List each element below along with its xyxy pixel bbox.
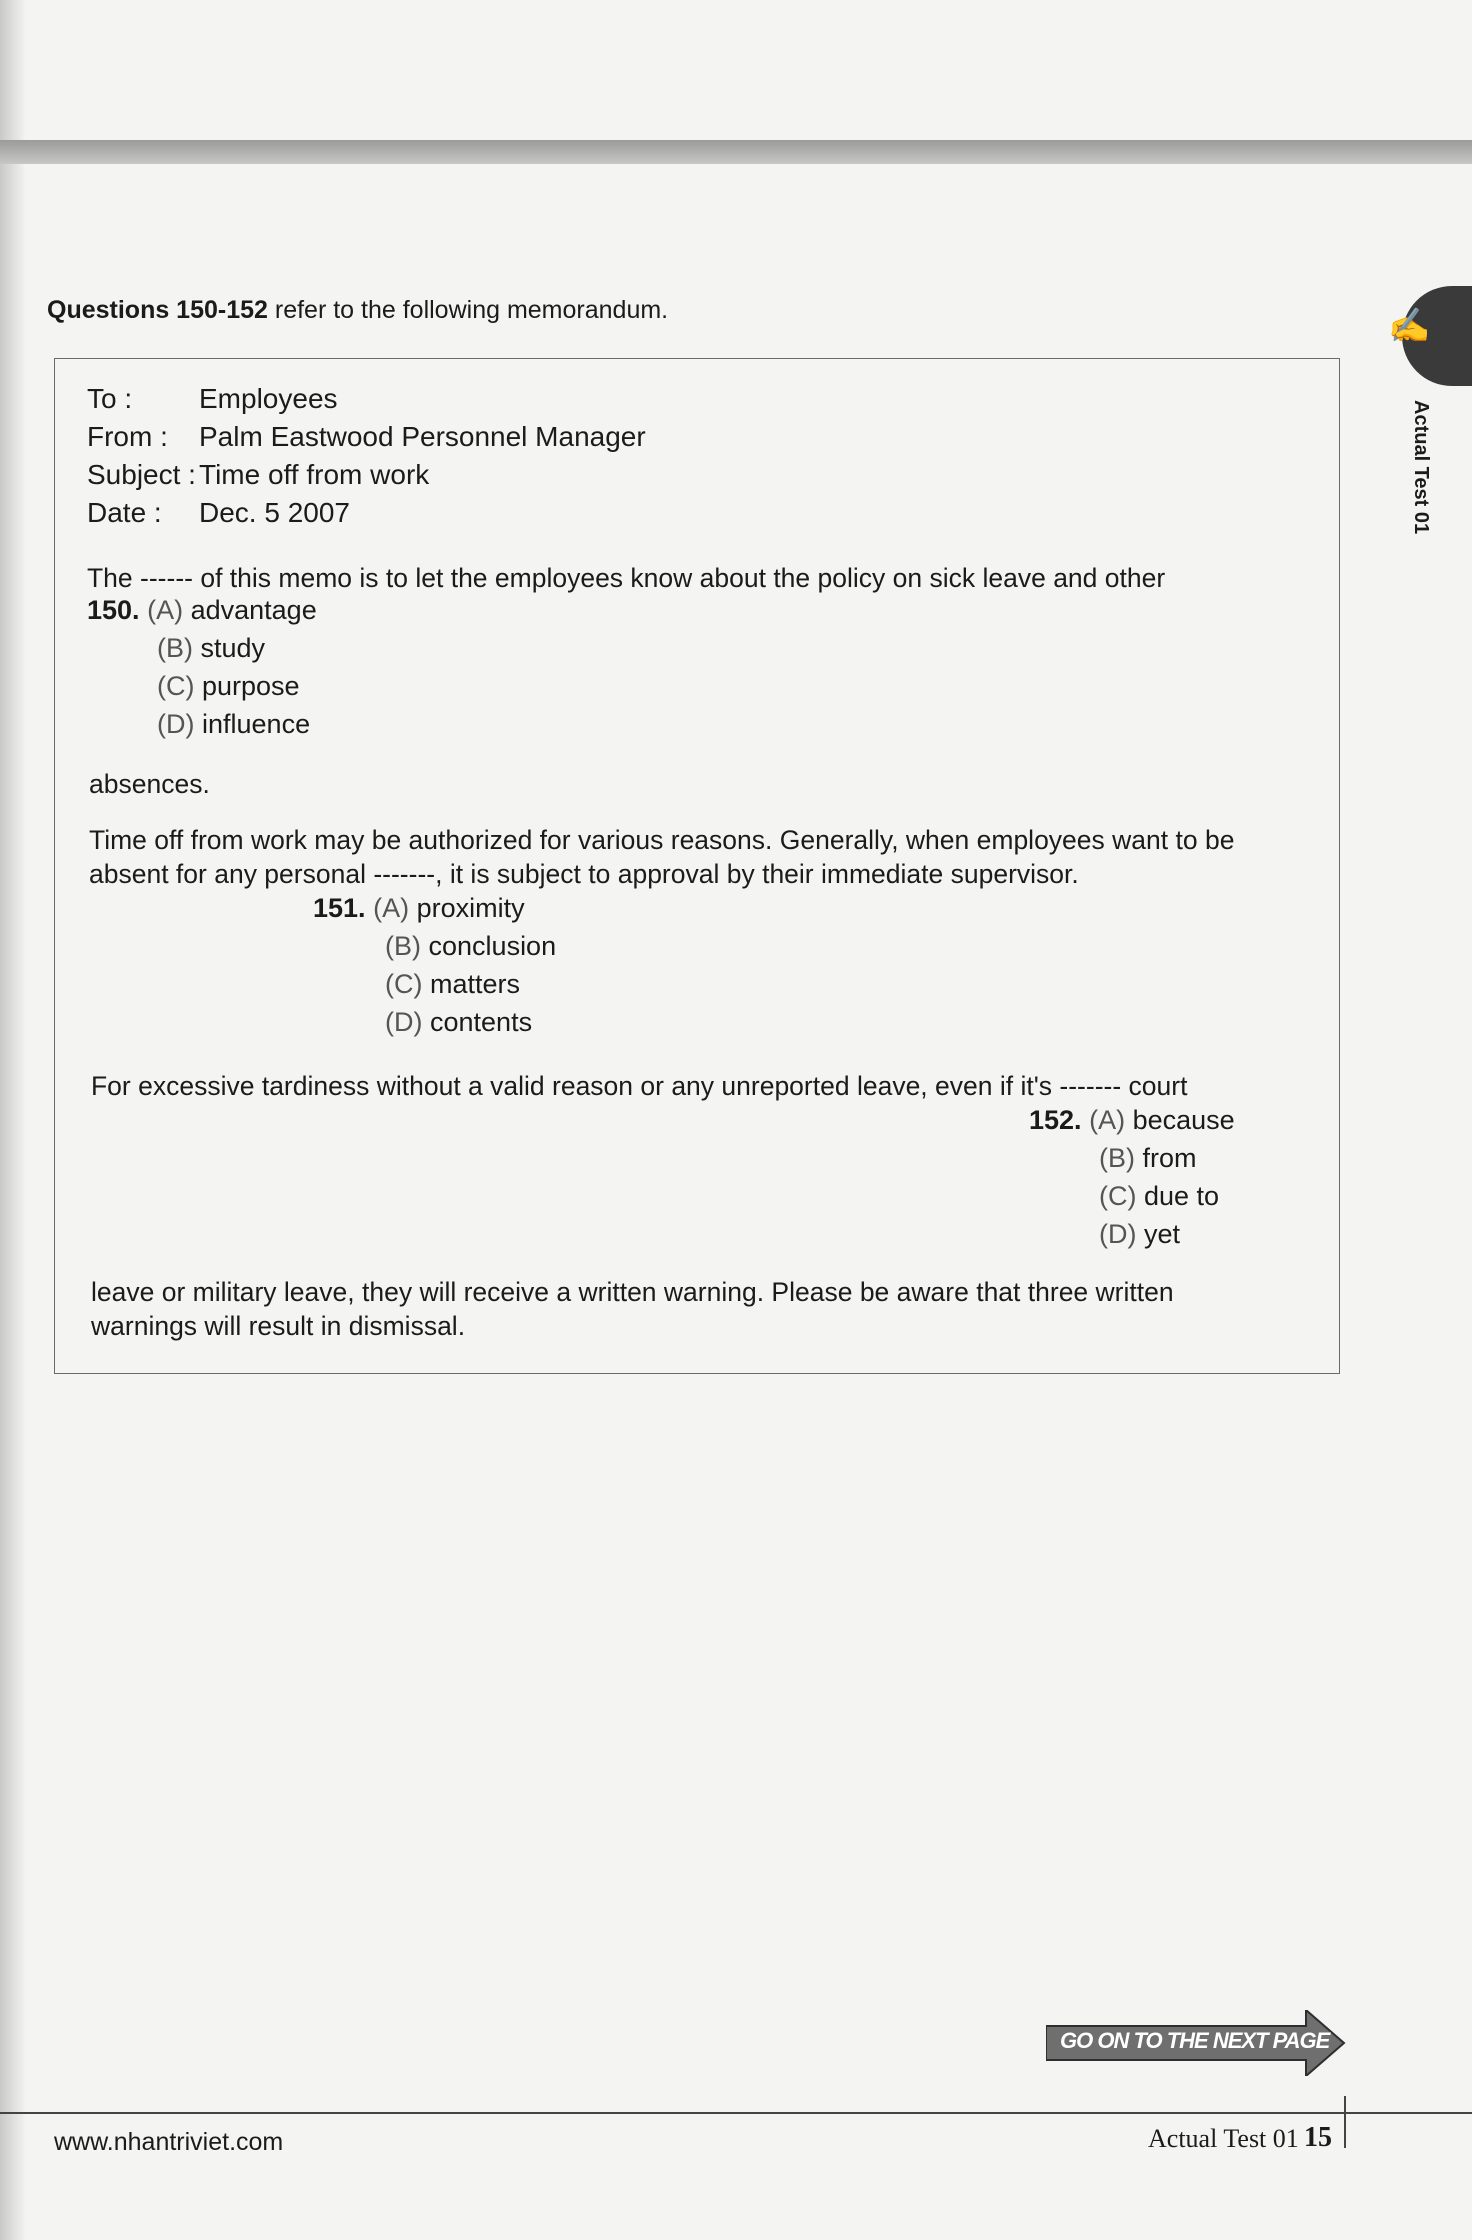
- memo-subject-value: Time off from work: [199, 459, 430, 490]
- paragraph-3-line-1: For excessive tardiness without a valid reason or any unreported leave, even if it's ------- court: [91, 1071, 1188, 1101]
- side-tab-label: Actual Test 01: [1410, 400, 1432, 535]
- mascot-icon: ✍: [1388, 307, 1431, 345]
- footer-url[interactable]: www.nhantriviet.com: [54, 2128, 284, 2156]
- memo-date-value: Dec. 5 2007: [199, 497, 350, 528]
- memo-subject-row: [87, 459, 430, 491]
- paragraph-2-line-2: absent for any personal -------, it is subject to approval by their immediate supervisor.: [89, 859, 1079, 889]
- next-page-label: GO ON TO THE NEXT PAGE: [1060, 2028, 1330, 2053]
- paragraph-1-line-1: The ------ of this memo is to let the employees know about the policy on sick leave and other: [87, 563, 1166, 593]
- footer-page-number: 15: [1304, 2122, 1332, 2153]
- question-150-number: 150.: [87, 595, 140, 625]
- question-152-option-a[interactable]: 152. (A) because: [1029, 1105, 1235, 1135]
- top-header-band: [0, 140, 1472, 164]
- question-151-option-c[interactable]: (C) matters: [385, 969, 521, 999]
- paragraph-3-line-3: warnings will result in dismissal.: [91, 1311, 466, 1341]
- question-151-number: 151.: [313, 893, 366, 923]
- questions-range: Questions 150-152: [47, 296, 268, 324]
- memo-date-row: [87, 497, 350, 529]
- paragraph-3-line-2: leave or military leave, they will receive a written warning. Please be aware that three written: [91, 1277, 1174, 1307]
- question-150-option-a[interactable]: 150. (A) advantage: [87, 595, 317, 625]
- memo-from-value: Palm Eastwood Personnel Manager: [199, 421, 646, 452]
- question-152-option-c[interactable]: (C) due to: [1099, 1181, 1220, 1211]
- memo-date-label: Date :: [87, 497, 162, 528]
- paragraph-1-line-2: absences.: [89, 769, 210, 799]
- question-151-option-a[interactable]: 151. (A) proximity: [313, 893, 525, 923]
- question-151-option-d[interactable]: (D) contents: [385, 1007, 533, 1037]
- paragraph-2-line-1: Time off from work may be authorized for various reasons. Generally, when employees want to be: [89, 825, 1235, 855]
- question-150-option-d[interactable]: (D) influence: [157, 709, 311, 739]
- footer-test-name: Actual Test 01: [1148, 2124, 1299, 2153]
- footer-tick: [1344, 2096, 1346, 2148]
- question-152-number: 152.: [1029, 1105, 1082, 1135]
- page-gutter-shadow: [0, 0, 26, 2240]
- footer-divider: [0, 2112, 1472, 2114]
- memo-to-label: To :: [87, 383, 133, 414]
- question-151-option-b[interactable]: (B) conclusion: [385, 931, 557, 961]
- memo-from-label: From :: [87, 421, 168, 452]
- go-to-next-page-button[interactable]: [1046, 2010, 1346, 2076]
- memo-from-row: [87, 421, 646, 453]
- question-152-option-d[interactable]: (D) yet: [1099, 1219, 1181, 1249]
- question-150-option-b[interactable]: (B) study: [157, 633, 266, 663]
- memo-subject-label: Subject :: [87, 459, 196, 490]
- question-150-option-c[interactable]: (C) purpose: [157, 671, 300, 701]
- memo-to-value: Employees: [199, 383, 338, 414]
- memorandum-box: [54, 358, 1340, 1374]
- section-intro: refer to the following memorandum.: [267, 296, 669, 324]
- memo-to-row: [87, 383, 338, 415]
- section-heading: [47, 296, 668, 325]
- question-152-option-b[interactable]: (B) from: [1099, 1143, 1197, 1173]
